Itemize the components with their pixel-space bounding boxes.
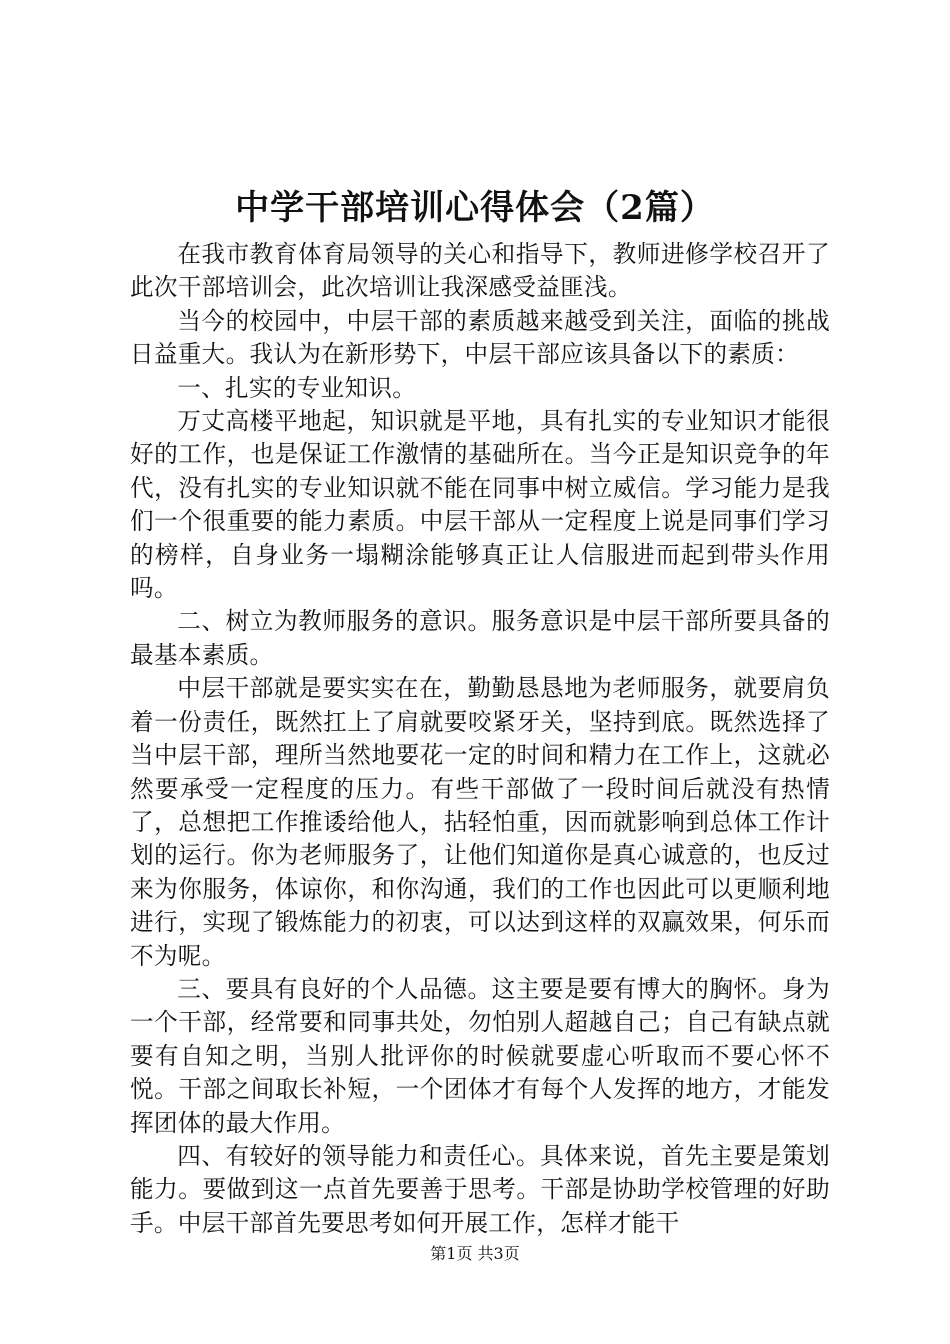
- document-title: 中学干部培训心得体会（2篇）: [235, 188, 715, 228]
- paragraph: 万丈高楼平地起，知识就是平地，具有扎实的专业知识才能很好的工作，也是保证工作激情的基础所在。当今正是知识竞争的年代，没有扎实的专业知识就不能在同事中树立威信。学习能力是我们一个很重要的能力素质。中层干部从一定程度上说是同事们学习的榜样，自身业务一塌糊涂能够真正让人信服进而起到带头作用吗。: [130, 407, 830, 603]
- paragraph: 当今的校园中，中层干部的素质越来越受到关注，面临的挑战日益重大。我认为在新形势下，中层干部应该具备以下的素质：: [130, 306, 830, 369]
- paragraph: 在我市教育体育局领导的关心和指导下，教师进修学校召开了此次干部培训会，此次培训让我深感受益匪浅。: [130, 240, 830, 302]
- paragraph: 二、树立为教师服务的意识。服务意识是中层干部所要具备的最基本素质。: [130, 607, 830, 669]
- paragraph: 三、要具有良好的个人品德。这主要是要有博大的胸怀。身为一个干部，经常要和同事共处，勿怕别人超越自己；自己有缺点就要有自知之明，当别人批评你的时候就要虚心听取而不要心怀不悦。干部之间取长补短，一个团体才有每个人发挥的地方，才能发挥团体的最大作用。: [130, 974, 830, 1137]
- paragraph: 中层干部就是要实实在在，勤勤恳恳地为老师服务，就要肩负着一份责任，既然扛上了肩就要咬紧牙关，坚持到底。既然选择了当中层干部，理所当然地要花一定的时间和精力在工作上，这就必然要承受一定程度的压力。有些干部做了一段时间后就没有热情了，总想把工作推诿给他人，拈轻怕重，因而就影响到总体工作计划的运行。你为老师服务了，让他们知道你是真心诚意的，也反过来为你服务，体谅你，和你沟通，我们的工作也因此可以更顺利地进行，实现了锻炼能力的初衷，可以达到这样的双赢效果，何乐而不为呢。: [130, 674, 830, 970]
- paragraph: 一、扎实的专业知识。: [177, 373, 417, 402]
- document-body: [130, 238, 830, 1240]
- page-number-footer: 第1页 共3页: [430, 1244, 520, 1263]
- paragraph: 四、有较好的领导能力和责任心。具体来说，首先主要是策划能力。要做到这一点首先要善于思考。干部是协助学校管理的好助手。中层干部首先要思考如何开展工作，怎样才能干: [130, 1141, 830, 1237]
